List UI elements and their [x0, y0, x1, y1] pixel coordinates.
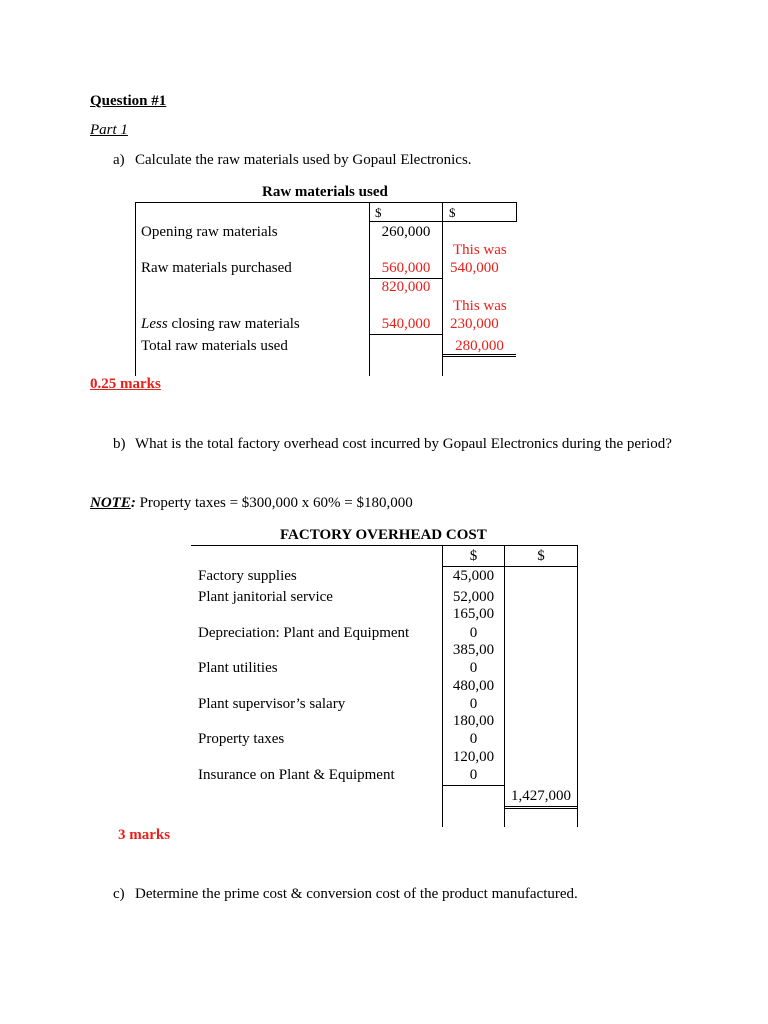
overhead-table-right-border	[577, 545, 578, 827]
col2-header: $	[449, 205, 456, 220]
overhead-column-divider-2	[504, 545, 505, 827]
closing-raw-materials-label	[141, 316, 300, 333]
purchased-note-line1: This was	[453, 242, 507, 258]
opening-raw-materials-value: 260,000	[381, 224, 431, 240]
overhead-col2-header: $	[537, 548, 545, 564]
table-left-border	[135, 202, 136, 376]
raw-materials-table-title: Raw materials used	[262, 184, 388, 200]
overhead-item-label: Plant utilities	[198, 660, 278, 676]
overhead-item-value-line2: 0	[469, 767, 478, 783]
overhead-item-value-line1: 165,00	[452, 606, 495, 622]
overhead-item-label: Insurance on Plant & Equipment	[198, 767, 395, 783]
total-double-rule	[443, 354, 516, 357]
part-a-question: Calculate the raw materials used by Gopaul Electronics.	[135, 152, 472, 168]
part-a-marks: 0.25 marks	[90, 376, 161, 392]
overhead-item-value-line1: 385,00	[452, 642, 495, 658]
part-b-question: What is the total factory overhead cost incurred by Gopaul Electronics during the period?	[135, 436, 672, 452]
overhead-item-value-line1: 180,00	[452, 713, 495, 729]
table-right-border	[516, 202, 517, 222]
part-b-marks: 3 marks	[118, 827, 171, 843]
opening-raw-materials-label: Opening raw materials	[141, 224, 278, 240]
overhead-item-label: Factory supplies	[198, 568, 297, 584]
col1-header: $	[375, 205, 382, 220]
table-top-rule	[135, 202, 517, 203]
overhead-col1-header: $	[469, 548, 478, 564]
total-rule	[369, 334, 442, 335]
note-label: NOTE	[90, 495, 131, 511]
property-tax-note	[90, 495, 413, 512]
closing-raw-materials-value: 540,000	[381, 316, 431, 332]
total-raw-materials-value: 280,000	[455, 338, 504, 354]
closing-label-rest: closing raw materials	[167, 316, 300, 332]
overhead-item-value-line1: 480,00	[452, 678, 495, 694]
overhead-item-label: Plant supervisor’s salary	[198, 696, 346, 712]
overhead-item-label: Property taxes	[198, 731, 285, 747]
part-title: Part 1	[90, 122, 128, 138]
less-word: Less	[141, 316, 168, 332]
overhead-subtotal-rule	[442, 785, 504, 786]
overhead-total-value: 1,427,000	[511, 788, 571, 804]
part-b-marker: b)	[113, 436, 126, 452]
overhead-item-label: Depreciation: Plant and Equipment	[198, 625, 410, 641]
raw-materials-purchased-value: 560,000	[381, 260, 431, 276]
overhead-header-rule	[442, 566, 577, 567]
purchased-note-line2: 540,000	[450, 260, 499, 276]
closing-note-line1: This was	[453, 298, 507, 314]
overhead-item-value: 45,000	[452, 568, 495, 584]
overhead-total-double-rule	[505, 806, 577, 809]
total-raw-materials-label: Total raw materials used	[141, 338, 288, 354]
part-a-marker: a)	[113, 152, 125, 168]
factory-overhead-table-title: FACTORY OVERHEAD COST	[280, 527, 487, 543]
closing-note-line2: 230,000	[450, 316, 499, 332]
overhead-item-value-line2: 0	[469, 731, 478, 747]
overhead-item-value-line2: 0	[469, 696, 478, 712]
subtotal-value: 820,000	[381, 279, 431, 295]
raw-materials-purchased-label: Raw materials purchased	[141, 260, 292, 276]
overhead-item-value-line2: 0	[469, 660, 478, 676]
overhead-table-top-rule	[191, 545, 577, 546]
header-rule	[369, 221, 517, 222]
question-title: Question #1	[90, 93, 167, 109]
overhead-item-label: Plant janitorial service	[198, 589, 333, 605]
part-c-question: Determine the prime cost & conversion cost of the product manufactured.	[135, 886, 578, 902]
overhead-item-value: 52,000	[452, 589, 495, 605]
overhead-item-value-line2: 0	[469, 625, 478, 641]
note-text: Property taxes = $300,000 x 60% = $180,000	[135, 495, 413, 511]
note-colon: :	[130, 495, 136, 511]
part-c-marker: c)	[113, 886, 125, 902]
overhead-item-value-line1: 120,00	[452, 749, 495, 765]
